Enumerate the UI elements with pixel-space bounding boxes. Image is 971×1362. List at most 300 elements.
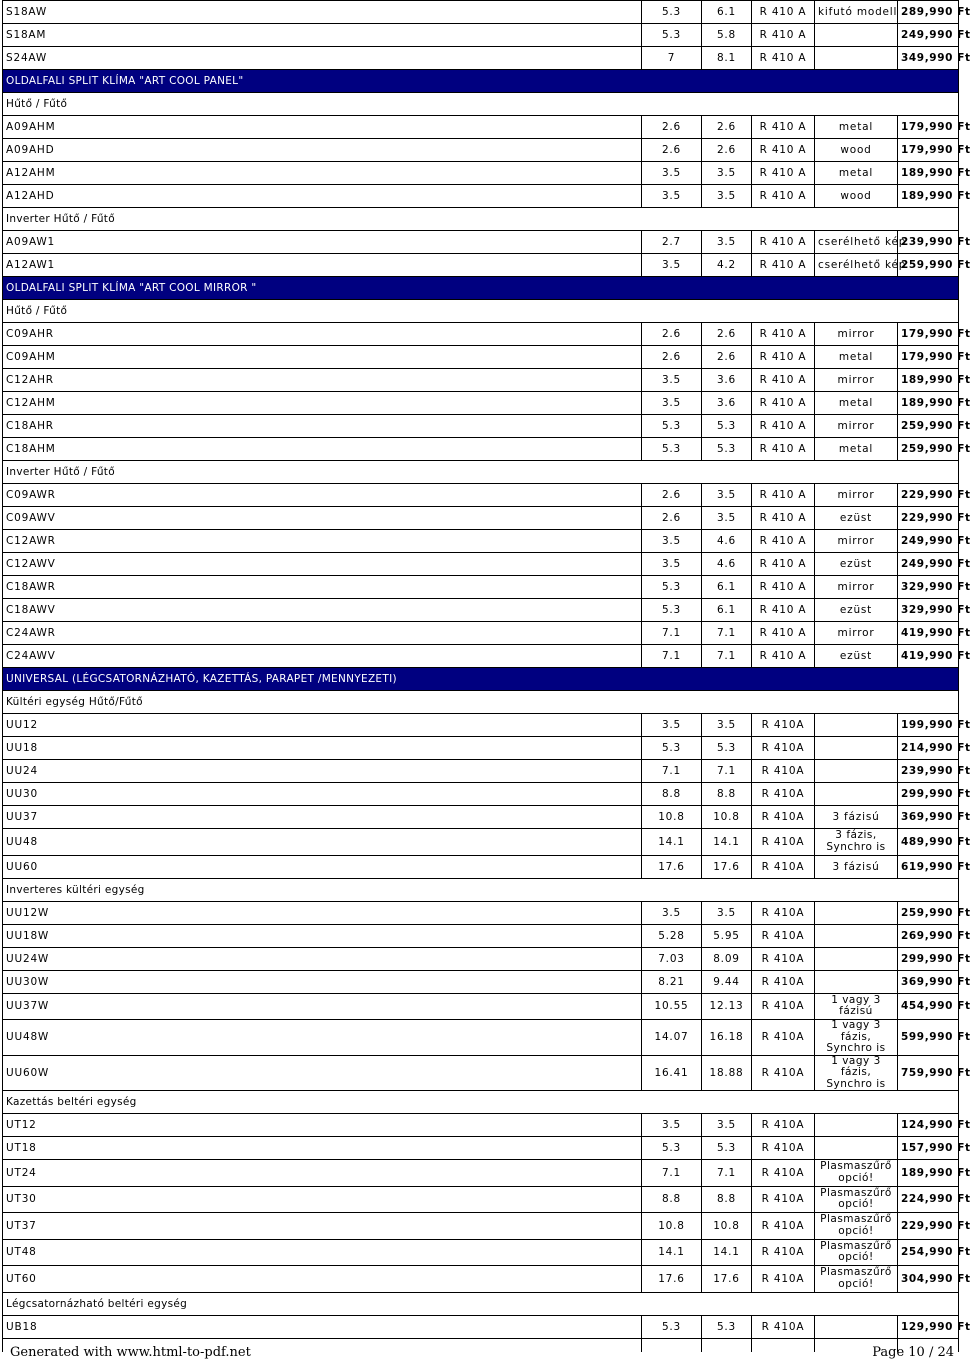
empty-cell (702, 1338, 752, 1352)
model-cell: UU48W (3, 1020, 642, 1056)
refrigerant-cell: R 410 A (752, 323, 815, 346)
price-cell: 239,990 Ft (898, 231, 959, 254)
product-row (3, 346, 959, 369)
product-row (3, 737, 959, 760)
cooling-capacity-cell: 8.8 (642, 783, 702, 806)
model-cell: UT48 (3, 1239, 642, 1266)
note-cell: Plasmaszűrő opció! (815, 1160, 898, 1187)
refrigerant-cell: R 410A (752, 1114, 815, 1137)
section-header-row (3, 277, 959, 300)
model-cell: C24AWR (3, 622, 642, 645)
subsection-row (3, 461, 959, 484)
product-row (3, 24, 959, 47)
refrigerant-cell: R 410 A (752, 116, 815, 139)
cooling-capacity-cell: 5.3 (642, 737, 702, 760)
refrigerant-cell: R 410 A (752, 415, 815, 438)
price-table-body (3, 1, 971, 1353)
price-cell: 329,990 Ft (898, 576, 959, 599)
refrigerant-cell: R 410A (752, 1160, 815, 1187)
note-cell: mirror (815, 530, 898, 553)
heating-capacity-cell: 6.1 (702, 1, 752, 24)
subsection-title: Inverter Hűtő / Fűtő (3, 208, 959, 231)
refrigerant-cell: R 410A (752, 993, 815, 1020)
heating-capacity-cell: 14.1 (702, 1239, 752, 1266)
price-cell: 259,990 Ft (898, 438, 959, 461)
product-row (3, 1114, 959, 1137)
refrigerant-cell: R 410 A (752, 553, 815, 576)
refrigerant-cell: R 410A (752, 806, 815, 829)
refrigerant-cell: R 410A (752, 1239, 815, 1266)
heating-capacity-cell: 4.6 (702, 553, 752, 576)
model-cell: UU12W (3, 901, 642, 924)
cooling-capacity-cell: 8.8 (642, 1186, 702, 1213)
cooling-capacity-cell: 3.5 (642, 553, 702, 576)
heating-capacity-cell: 7.1 (702, 645, 752, 668)
model-cell: UU18 (3, 737, 642, 760)
note-cell: cserélhető kép (815, 231, 898, 254)
note-cell: ezüst (815, 553, 898, 576)
cooling-capacity-cell: 3.5 (642, 369, 702, 392)
refrigerant-cell: R 410A (752, 737, 815, 760)
note-cell: ezüst (815, 599, 898, 622)
heating-capacity-cell: 7.1 (702, 622, 752, 645)
subsection-title: Hűtő / Fűtő (3, 300, 959, 323)
price-cell: 619,990 Ft (898, 855, 959, 878)
note-cell: metal (815, 162, 898, 185)
refrigerant-cell: R 410 A (752, 507, 815, 530)
note-cell: Plasmaszűrő opció! (815, 1239, 898, 1266)
model-cell: A09AW1 (3, 231, 642, 254)
model-cell: C09AWV (3, 507, 642, 530)
section-header-row (3, 70, 959, 93)
refrigerant-cell: R 410A (752, 1213, 815, 1240)
product-row (3, 530, 959, 553)
cooling-capacity-cell: 2.7 (642, 231, 702, 254)
price-cell: 157,990 Ft (898, 1137, 959, 1160)
cooling-capacity-cell: 2.6 (642, 116, 702, 139)
price-cell: 189,990 Ft (898, 369, 959, 392)
model-cell: C09AWR (3, 484, 642, 507)
model-cell: UU24W (3, 947, 642, 970)
model-cell: A12AHD (3, 185, 642, 208)
cooling-capacity-cell: 7.1 (642, 760, 702, 783)
subsection-row (3, 691, 959, 714)
product-row (3, 1137, 959, 1160)
cooling-capacity-cell: 7 (642, 47, 702, 70)
product-row (3, 139, 959, 162)
product-row (3, 645, 959, 668)
refrigerant-cell: R 410A (752, 1137, 815, 1160)
heating-capacity-cell: 5.8 (702, 24, 752, 47)
refrigerant-cell: R 410 A (752, 346, 815, 369)
note-cell (815, 47, 898, 70)
price-cell: 759,990 Ft (898, 1055, 959, 1091)
price-cell: 189,990 Ft (898, 185, 959, 208)
model-cell: S18AW (3, 1, 642, 24)
refrigerant-cell: R 410 A (752, 599, 815, 622)
heating-capacity-cell: 10.8 (702, 806, 752, 829)
note-cell (815, 714, 898, 737)
refrigerant-cell: R 410 A (752, 392, 815, 415)
subsection-row (3, 1091, 959, 1114)
refrigerant-cell: R 410 A (752, 645, 815, 668)
heating-capacity-cell: 3.5 (702, 901, 752, 924)
product-row (3, 924, 959, 947)
model-cell: C09AHM (3, 346, 642, 369)
model-cell: C18AHR (3, 415, 642, 438)
heating-capacity-cell: 8.8 (702, 1186, 752, 1213)
subsection-row (3, 208, 959, 231)
product-row (3, 901, 959, 924)
heating-capacity-cell: 3.5 (702, 484, 752, 507)
refrigerant-cell: R 410A (752, 924, 815, 947)
product-row (3, 415, 959, 438)
product-row (3, 1160, 959, 1187)
note-cell: cserélhető kép (815, 254, 898, 277)
refrigerant-cell: R 410A (752, 1020, 815, 1056)
subsection-title: Kültéri egység Hűtő/Fűtő (3, 691, 959, 714)
heating-capacity-cell: 3.5 (702, 231, 752, 254)
price-cell: 299,990 Ft (898, 947, 959, 970)
cooling-capacity-cell: 7.1 (642, 645, 702, 668)
product-row (3, 369, 959, 392)
cooling-capacity-cell: 3.5 (642, 185, 702, 208)
price-cell: 419,990 Ft (898, 622, 959, 645)
product-row (3, 1239, 959, 1266)
note-cell: Plasmaszűrő opció! (815, 1186, 898, 1213)
heating-capacity-cell: 3.6 (702, 392, 752, 415)
cooling-capacity-cell: 7.1 (642, 1160, 702, 1187)
product-row (3, 714, 959, 737)
heating-capacity-cell: 6.1 (702, 599, 752, 622)
price-cell: 179,990 Ft (898, 323, 959, 346)
price-cell: 189,990 Ft (898, 392, 959, 415)
subsection-title: Hűtő / Fűtő (3, 93, 959, 116)
model-cell: UU60W (3, 1055, 642, 1091)
cooling-capacity-cell: 14.1 (642, 1239, 702, 1266)
heating-capacity-cell: 4.2 (702, 254, 752, 277)
heating-capacity-cell: 2.6 (702, 139, 752, 162)
heating-capacity-cell: 6.1 (702, 576, 752, 599)
product-row (3, 1020, 959, 1056)
product-row (3, 993, 959, 1020)
note-cell: ezüst (815, 645, 898, 668)
note-cell: 1 vagy 3 fázis, Synchro is (815, 1055, 898, 1091)
heating-capacity-cell: 7.1 (702, 760, 752, 783)
cooling-capacity-cell: 2.6 (642, 139, 702, 162)
model-cell: UT60 (3, 1266, 642, 1293)
note-cell (815, 947, 898, 970)
price-cell: 229,990 Ft (898, 1213, 959, 1240)
note-cell: metal (815, 116, 898, 139)
cooling-capacity-cell: 5.3 (642, 1315, 702, 1338)
subsection-row (3, 300, 959, 323)
empty-cell (642, 1338, 702, 1352)
model-cell: UT30 (3, 1186, 642, 1213)
model-cell: UT12 (3, 1114, 642, 1137)
price-cell: 329,990 Ft (898, 599, 959, 622)
cooling-capacity-cell: 5.3 (642, 415, 702, 438)
heating-capacity-cell: 18.88 (702, 1055, 752, 1091)
product-row (3, 1186, 959, 1213)
price-cell: 124,990 Ft (898, 1114, 959, 1137)
note-cell: mirror (815, 369, 898, 392)
cooling-capacity-cell: 8.21 (642, 970, 702, 993)
note-cell: wood (815, 185, 898, 208)
refrigerant-cell: R 410 A (752, 484, 815, 507)
model-cell: UU30 (3, 783, 642, 806)
model-cell: A12AW1 (3, 254, 642, 277)
price-cell: 179,990 Ft (898, 116, 959, 139)
note-cell: 1 vagy 3 fázisú (815, 993, 898, 1020)
price-cell: 259,990 Ft (898, 415, 959, 438)
note-cell (815, 1315, 898, 1338)
cooling-capacity-cell: 5.28 (642, 924, 702, 947)
model-cell: C09AHR (3, 323, 642, 346)
heating-capacity-cell: 2.6 (702, 346, 752, 369)
refrigerant-cell: R 410 A (752, 231, 815, 254)
cooling-capacity-cell: 2.6 (642, 507, 702, 530)
product-row (3, 1315, 959, 1338)
product-row (3, 162, 959, 185)
note-cell: metal (815, 392, 898, 415)
model-cell: C12AHM (3, 392, 642, 415)
generator-credit: Generated with www.html-to-pdf.net (10, 1345, 251, 1360)
product-row (3, 829, 959, 856)
price-cell: 189,990 Ft (898, 1160, 959, 1187)
cooling-capacity-cell: 2.6 (642, 323, 702, 346)
product-row (3, 392, 959, 415)
model-cell: C12AHR (3, 369, 642, 392)
note-cell (815, 783, 898, 806)
note-cell: mirror (815, 415, 898, 438)
refrigerant-cell: R 410 A (752, 1, 815, 24)
model-cell: UU37 (3, 806, 642, 829)
cooling-capacity-cell: 3.5 (642, 254, 702, 277)
heating-capacity-cell: 17.6 (702, 1266, 752, 1293)
price-cell: 349,990 Ft (898, 47, 959, 70)
model-cell: UU18W (3, 924, 642, 947)
cooling-capacity-cell: 5.3 (642, 599, 702, 622)
refrigerant-cell: R 410A (752, 947, 815, 970)
heating-capacity-cell: 3.5 (702, 507, 752, 530)
price-cell: 299,990 Ft (898, 783, 959, 806)
product-row (3, 47, 959, 70)
product-row (3, 507, 959, 530)
refrigerant-cell: R 410A (752, 783, 815, 806)
refrigerant-cell: R 410 A (752, 438, 815, 461)
cooling-capacity-cell: 16.41 (642, 1055, 702, 1091)
refrigerant-cell: R 410 A (752, 139, 815, 162)
price-cell: 289,990 Ft (898, 1, 959, 24)
model-cell: UU60 (3, 855, 642, 878)
cooling-capacity-cell: 2.6 (642, 484, 702, 507)
cooling-capacity-cell: 2.6 (642, 346, 702, 369)
cooling-capacity-cell: 5.3 (642, 1, 702, 24)
refrigerant-cell: R 410 A (752, 185, 815, 208)
price-cell: 454,990 Ft (898, 993, 959, 1020)
model-cell: UU48 (3, 829, 642, 856)
note-cell (815, 1137, 898, 1160)
price-cell: 249,990 Ft (898, 553, 959, 576)
cooling-capacity-cell: 3.5 (642, 392, 702, 415)
cooling-capacity-cell: 5.3 (642, 1137, 702, 1160)
refrigerant-cell: R 410 A (752, 530, 815, 553)
price-cell: 599,990 Ft (898, 1020, 959, 1056)
product-row (3, 1213, 959, 1240)
note-cell: mirror (815, 622, 898, 645)
subsection-title: Kazettás beltéri egység (3, 1091, 959, 1114)
note-cell (815, 1114, 898, 1137)
model-cell: C12AWR (3, 530, 642, 553)
note-cell (815, 924, 898, 947)
model-cell: C18AWV (3, 599, 642, 622)
price-cell: 249,990 Ft (898, 530, 959, 553)
note-cell (815, 24, 898, 47)
note-cell: Plasmaszűrő opció! (815, 1266, 898, 1293)
refrigerant-cell: R 410A (752, 855, 815, 878)
heating-capacity-cell: 14.1 (702, 829, 752, 856)
heating-capacity-cell: 5.3 (702, 438, 752, 461)
refrigerant-cell: R 410A (752, 1055, 815, 1091)
cooling-capacity-cell: 3.5 (642, 1114, 702, 1137)
page-number: Page 10 / 24 (872, 1345, 954, 1360)
product-row (3, 783, 959, 806)
heating-capacity-cell: 5.95 (702, 924, 752, 947)
refrigerant-cell: R 410A (752, 1186, 815, 1213)
heating-capacity-cell: 3.5 (702, 185, 752, 208)
model-cell: UU37W (3, 993, 642, 1020)
price-cell: 189,990 Ft (898, 162, 959, 185)
subsection-row (3, 93, 959, 116)
note-cell: 3 fázisú (815, 855, 898, 878)
note-cell: mirror (815, 323, 898, 346)
model-cell: S18AM (3, 24, 642, 47)
heating-capacity-cell: 4.6 (702, 530, 752, 553)
model-cell: UU24 (3, 760, 642, 783)
product-row (3, 806, 959, 829)
model-cell: UT18 (3, 1137, 642, 1160)
heating-capacity-cell: 7.1 (702, 1160, 752, 1187)
refrigerant-cell: R 410 A (752, 24, 815, 47)
cooling-capacity-cell: 3.5 (642, 901, 702, 924)
price-cell: 489,990 Ft (898, 829, 959, 856)
product-row (3, 599, 959, 622)
heating-capacity-cell: 8.1 (702, 47, 752, 70)
product-row (3, 947, 959, 970)
refrigerant-cell: R 410A (752, 829, 815, 856)
product-row (3, 622, 959, 645)
cooling-capacity-cell: 10.8 (642, 1213, 702, 1240)
refrigerant-cell: R 410 A (752, 254, 815, 277)
model-cell: C18AWR (3, 576, 642, 599)
subsection-row (3, 1292, 959, 1315)
note-cell (815, 970, 898, 993)
heating-capacity-cell: 12.13 (702, 993, 752, 1020)
subsection-title: Inverteres kültéri egység (3, 878, 959, 901)
model-cell: A09AHM (3, 116, 642, 139)
heating-capacity-cell: 5.3 (702, 415, 752, 438)
cooling-capacity-cell: 7.03 (642, 947, 702, 970)
product-row (3, 760, 959, 783)
refrigerant-cell: R 410 A (752, 369, 815, 392)
note-cell (815, 901, 898, 924)
note-cell: Plasmaszűrő opció! (815, 1213, 898, 1240)
heating-capacity-cell: 8.8 (702, 783, 752, 806)
heating-capacity-cell: 2.6 (702, 116, 752, 139)
section-header-row (3, 668, 959, 691)
price-cell: 259,990 Ft (898, 901, 959, 924)
heating-capacity-cell: 5.3 (702, 1137, 752, 1160)
price-cell: 229,990 Ft (898, 507, 959, 530)
note-cell: 3 fázis, Synchro is (815, 829, 898, 856)
product-row (3, 1055, 959, 1091)
product-row (3, 116, 959, 139)
product-row (3, 553, 959, 576)
price-table (2, 0, 971, 1352)
model-cell: C12AWV (3, 553, 642, 576)
cooling-capacity-cell: 3.5 (642, 162, 702, 185)
cooling-capacity-cell: 14.07 (642, 1020, 702, 1056)
product-row (3, 970, 959, 993)
note-cell: 3 fázisú (815, 806, 898, 829)
model-cell: C24AWV (3, 645, 642, 668)
product-row (3, 323, 959, 346)
price-cell: 249,990 Ft (898, 24, 959, 47)
refrigerant-cell: R 410A (752, 970, 815, 993)
cooling-capacity-cell: 14.1 (642, 829, 702, 856)
price-cell: 239,990 Ft (898, 760, 959, 783)
product-row (3, 254, 959, 277)
cooling-capacity-cell: 3.5 (642, 530, 702, 553)
note-cell: ezüst (815, 507, 898, 530)
product-row (3, 438, 959, 461)
subsection-title: Légcsatornázható beltéri egység (3, 1292, 959, 1315)
heating-capacity-cell: 5.3 (702, 1315, 752, 1338)
price-cell: 419,990 Ft (898, 645, 959, 668)
model-cell: UT24 (3, 1160, 642, 1187)
model-cell: UT37 (3, 1213, 642, 1240)
model-cell: UU12 (3, 714, 642, 737)
note-cell (815, 737, 898, 760)
note-cell (815, 760, 898, 783)
refrigerant-cell: R 410 A (752, 576, 815, 599)
heating-capacity-cell: 2.6 (702, 323, 752, 346)
model-cell: UU30W (3, 970, 642, 993)
cooling-capacity-cell: 5.3 (642, 24, 702, 47)
price-cell: 369,990 Ft (898, 806, 959, 829)
refrigerant-cell: R 410A (752, 760, 815, 783)
section-title: OLDALFALI SPLIT KLÍMA "ART COOL PANEL" (3, 70, 959, 93)
refrigerant-cell: R 410A (752, 714, 815, 737)
price-cell: 179,990 Ft (898, 346, 959, 369)
price-cell: 199,990 Ft (898, 714, 959, 737)
section-title: OLDALFALI SPLIT KLÍMA "ART COOL MIRROR " (3, 277, 959, 300)
price-cell: 229,990 Ft (898, 484, 959, 507)
cooling-capacity-cell: 7.1 (642, 622, 702, 645)
price-cell: 224,990 Ft (898, 1186, 959, 1213)
refrigerant-cell: R 410 A (752, 47, 815, 70)
model-cell: S24AW (3, 47, 642, 70)
heating-capacity-cell: 10.8 (702, 1213, 752, 1240)
heating-capacity-cell: 3.6 (702, 369, 752, 392)
product-row (3, 231, 959, 254)
note-cell: 1 vagy 3 fázis, Synchro is (815, 1020, 898, 1056)
product-row (3, 1266, 959, 1293)
model-cell: A12AHM (3, 162, 642, 185)
price-cell: 304,990 Ft (898, 1266, 959, 1293)
cooling-capacity-cell: 17.6 (642, 1266, 702, 1293)
